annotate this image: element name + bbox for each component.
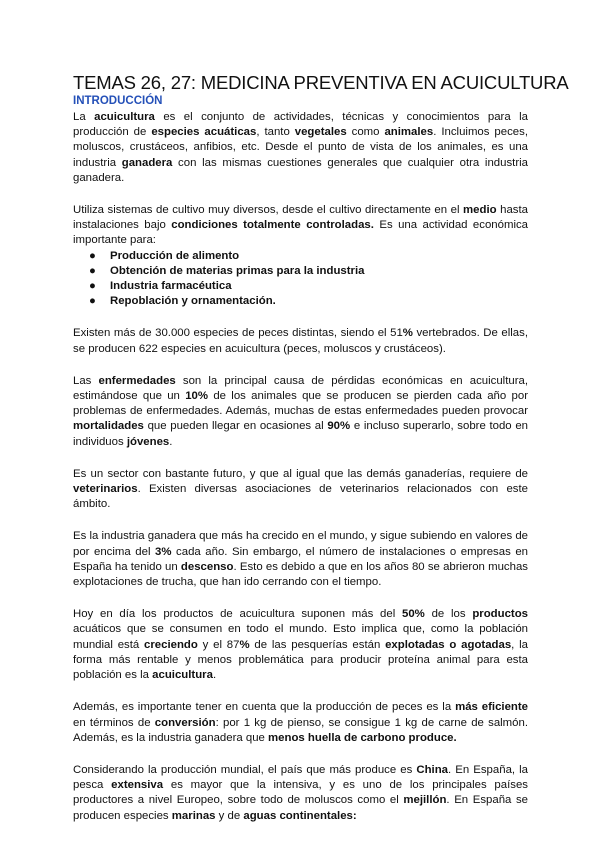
list-item: ● Industria farmacéutica [110,279,528,294]
list-item: ● Obtención de materias primas para la industria [110,264,528,279]
list-item: ● Producción de alimento [110,249,528,264]
paragraph-veterinarians: Es un sector con bastante futuro, y que al igual que las demás ganaderías, requiere de veterinarios. Existen diversas asociaciones de veterinarios relacionados con este ámbito. [73,467,528,511]
paragraph-diseases: Las enfermedades son la principal causa de pérdidas económicas en acuicultura, estimándose que un 10% de los animales que se producen se pierden cada año por problemas de enfermedades. Además, muchas de estas enfermedades pueden provocar mortalidades que pueden llegar en ocasiones al 90% e incluso superarlo, sobre todo en individuos jóvenes. [73,374,529,448]
section-heading: INTRODUCCIÓN [73,95,163,107]
bullet-icon: ● [89,264,96,277]
paragraph-efficiency: Además, es importante tener en cuenta que la producción de peces es la más eficiente en términos de conversión: por 1 kg de pienso, se consigue 1 kg de carne de salmón. Además, es la industria ganadera que menos huella de carbono produce. [73,701,529,744]
paragraph-cultivation-systems: Utiliza sistemas de cultivo muy diversos, desde el cultivo directamente en el medio hasta instalaciones bajo condiciones totalmente controladas. Es una actividad económica importante para: [73,204,529,247]
document-body [73,72,569,841]
list-item: ● Repoblación y ornamentación. [110,294,528,309]
bullet-icon: ● [89,280,96,293]
paragraph-definition: La acuicultura es el conjunto de actividades, técnicas y conocimientos para la producción de especies acuáticas, tanto vegetales como animales. Incluimos peces, moluscos, crustáceos, anfibios, etc. Desde el punto de vista de los animales, es una industria ganadera con las mismas cuestiones generales que cualquier otra industria ganadera. [73,111,528,184]
bullet-icon: ● [89,295,96,308]
document-title: TEMAS 26, 27: MEDICINA PREVENTIVA EN ACUICULTURA [73,72,569,93]
paragraph-consumption: Hoy en día los productos de acuicultura suponen más del 50% de los productos acuáticos que se consumen en todo el mundo. Esto implica que, como la población mundial está creciendo y el 87% de las pesquerías están explotadas o agotadas, la forma más rentable y menos problemática para producir proteína animal para esta población es la acuicultura. [73,608,529,682]
paragraph-species-count: Existen más de 30.000 especies de peces distintas, siendo el 51% vertebrados. De ellas, se producen 622 especies en acuicultura (peces, moluscos y crustáceos). [73,327,528,355]
bullet-icon: ● [89,249,96,262]
paragraph-growth: Es la industria ganadera que más ha crecido en el mundo, y sigue subiendo en valores de por encima del 3% cada año. Sin embargo, el número de instalaciones o empresas en España ha tenido un descenso. Esto es debido a que en los años 80 se abrieron muchas explotaciones de trucha, que han ido cerrando con el tiempo. [73,530,528,589]
importance-list [73,249,528,310]
paragraph-world-production: Considerando la producción mundial, el país que más produce es China. En España, la pesca extensiva es mayor que la intensiva, y es uno de los principales países productores a nivel Europeo, sobre todo de moluscos como el mejillón. En España se producen especies marinas y de aguas continentales: [73,763,528,822]
